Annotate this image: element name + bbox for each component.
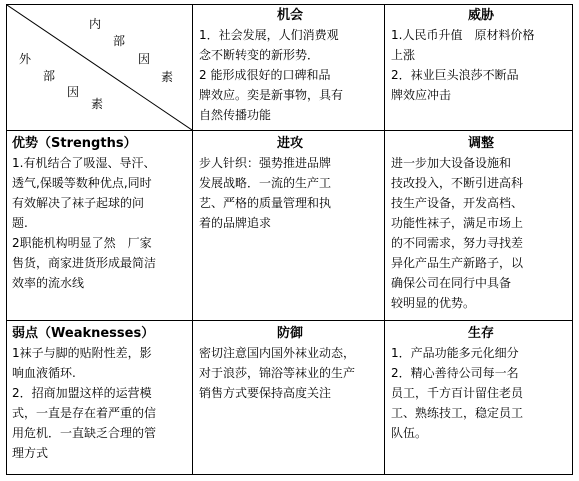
row-divider-1: [7, 130, 572, 131]
adjust-line: 技生产设备，开发高档、: [391, 196, 524, 210]
strength-line: 有效解决了袜子起球的问: [12, 196, 145, 210]
weakness-line: 用危机．一直缺乏合理的管: [12, 426, 157, 440]
weakness-cell: [12, 325, 190, 463]
defense-line: 密切注意国内国外袜业动态，: [199, 346, 356, 360]
weakness-line: 1袜子与脚的贴附性差，影: [12, 346, 152, 360]
adjust-line: 功能性袜子，满足市场上: [391, 216, 524, 230]
attack-line: 步人针织：强势推进品牌: [199, 156, 332, 170]
strength-line: 透气,保暖等数种优点,同时: [12, 176, 152, 190]
weakness-title: 弱点（Weaknesses）: [12, 326, 155, 341]
weakness-line: 理方式: [12, 446, 49, 460]
survival-line: 2．精心善待公司每一名: [391, 366, 519, 380]
threat-line: 2．袜业巨头浪莎不断品: [391, 68, 519, 82]
strength-title: 优势（Strengths）: [12, 136, 137, 151]
strength-line: 题.: [12, 216, 28, 230]
attack-line: 着的品牌追求: [199, 216, 272, 230]
adjust-cell: [391, 135, 571, 313]
outer-factor-char: 部: [43, 69, 56, 83]
survival-title: 生存: [467, 326, 494, 341]
column-divider-1: [192, 5, 193, 474]
opportunity-line: 牌效应。奕是新事物，具有: [199, 88, 344, 102]
survival-cell: [391, 325, 571, 443]
swot-table: [6, 4, 573, 475]
outer-factor-char: 素: [91, 97, 104, 111]
opportunity-cell: [199, 7, 381, 125]
strength-cell: [12, 135, 190, 293]
defense-line: 对于浪莎，锦浴等袜业的生产: [199, 366, 356, 380]
attack-line: 发展战略．一流的生产工: [199, 176, 332, 190]
adjust-line: 确保公司在同行中具备: [391, 276, 512, 290]
weakness-line: 响血液循环.: [12, 366, 76, 380]
inner-factor-char: 部: [113, 34, 126, 48]
adjust-line: 异化产品生产新路子，以: [391, 256, 524, 270]
strength-line: 1.有机结合了吸湿、导汗、: [12, 156, 156, 170]
threat-cell: [391, 7, 571, 105]
outer-factor-char: 因: [67, 85, 80, 99]
weakness-line: 2．招商加盟这样的运营模: [12, 386, 152, 400]
attack-title: 进攻: [276, 136, 303, 151]
survival-line: 员工，千方百计留住老员: [391, 386, 524, 400]
opportunity-line: 自然传播功能: [199, 108, 272, 122]
strength-line: 效率的流水线: [12, 276, 85, 290]
strength-line: 售货，商家进货形成最简洁: [12, 256, 157, 270]
weakness-line: 式，一直是存在着严重的信: [12, 406, 157, 420]
defense-title: 防御: [276, 326, 303, 341]
opportunity-title: 机会: [276, 8, 303, 23]
outer-factor-char: 外: [19, 52, 32, 66]
threat-line: 上涨: [391, 48, 416, 62]
opportunity-line: 念不断转变的新形势．: [199, 48, 320, 62]
survival-line: 工、熟练技工，稳定员工: [391, 406, 524, 420]
threat-title: 威胁: [467, 8, 494, 23]
inner-factor-char: 因: [138, 52, 151, 66]
survival-line: 队伍。: [391, 426, 428, 440]
defense-line: 销售方式要保持高度关注: [199, 386, 332, 400]
adjust-line: 较明显的优势。: [391, 296, 476, 310]
corner-cell: [7, 5, 192, 130]
attack-cell: [199, 135, 381, 233]
adjust-line: 的不同需求，努力寻找差: [391, 236, 524, 250]
row-divider-2: [7, 320, 572, 321]
opportunity-line: 1．社会发展，人们消费观: [199, 28, 339, 42]
adjust-title: 调整: [467, 136, 494, 151]
defense-cell: [199, 325, 381, 403]
adjust-line: 技改投入，不断引进高科: [391, 176, 524, 190]
opportunity-line: 2 能形成很好的口碑和品: [199, 68, 331, 82]
adjust-line: 进一步加大设备设施和: [391, 156, 512, 170]
inner-factor-char: 素: [161, 70, 174, 84]
attack-line: 艺、严格的质量管理和执: [199, 196, 332, 210]
column-divider-2: [384, 5, 385, 474]
survival-line: 1．产品功能多元化细分: [391, 346, 519, 360]
inner-factor-char: 内: [89, 17, 102, 31]
threat-line: 牌效应冲击: [391, 88, 452, 102]
threat-line: 1.人民币升值 原材料价格: [391, 28, 535, 42]
strength-line: 2职能机构明显了然 厂家: [12, 236, 152, 250]
